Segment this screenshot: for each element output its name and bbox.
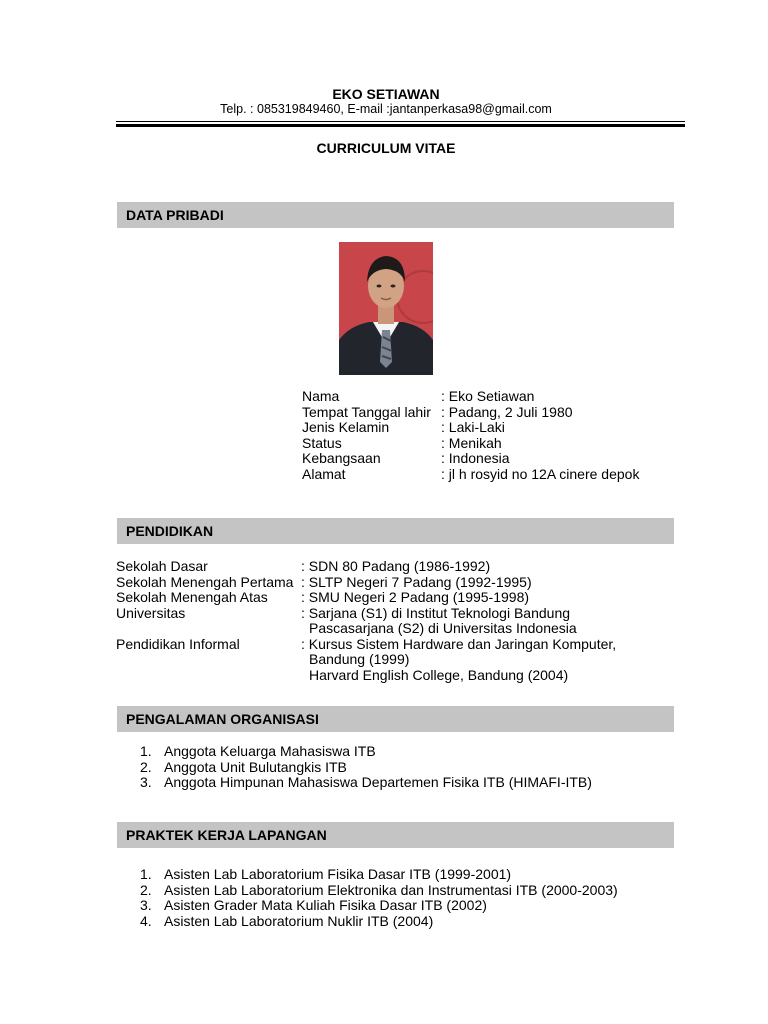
personal-field-value: : Laki-Laki [441, 419, 505, 435]
list-item-text: Anggota Keluarga Mahasiswa ITB [164, 743, 376, 759]
personal-field-label: Tempat Tanggal lahir [302, 403, 431, 420]
personal-field-value: : Eko Setiawan [441, 388, 535, 404]
personal-field-label: Jenis Kelamin [302, 419, 390, 435]
list-item-text: Anggota Himpunan Mahasiswa Departemen Fisika ITB (HIMAFI-ITB) [164, 774, 592, 790]
education-value: : SMU Negeri 2 Padang (1995-1998) [301, 589, 530, 605]
personal-field-value: : Padang, 2 Juli 1980 [441, 403, 573, 420]
field-work-list [140, 867, 618, 929]
cv-owner-name: EKO SETIAWAN [332, 86, 440, 102]
personal-field-label: Status [302, 434, 342, 451]
list-number: 1. [140, 743, 152, 759]
list-number: 3. [140, 774, 152, 790]
organization-list-item [140, 744, 592, 760]
list-item-text: Asisten Lab Laboratorium Elektronika dan Instrumentasi ITB (2000-2003) [164, 881, 618, 898]
list-number: 3. [140, 897, 152, 913]
section-heading-pengalaman-organisasi: PENGALAMAN ORGANISASI [117, 706, 674, 732]
section-heading-praktek-kerja-lapangan: PRAKTEK KERJA LAPANGAN [117, 822, 674, 848]
profile-photo [339, 242, 433, 375]
education-value: : SDN 80 Padang (1986-1992) [301, 558, 491, 574]
list-number: 4. [140, 912, 152, 929]
header-divider-thin [116, 121, 685, 122]
education-label: Sekolah Dasar [116, 558, 208, 574]
education-value: : Sarjana (S1) di Institut Teknologi Bandung [301, 604, 571, 621]
personal-field-label: Nama [302, 388, 340, 404]
organization-list-item [140, 775, 592, 791]
organization-experience-list [140, 744, 592, 791]
field-work-list-item [140, 867, 618, 883]
field-work-list-item [140, 883, 618, 899]
field-work-list-item [140, 914, 618, 930]
field-work-list-item [140, 898, 618, 914]
education-value: : Kursus Sistem Hardware dan Jaringan Komputer, [301, 635, 617, 652]
list-item-text: Anggota Unit Bulutangkis ITB [164, 758, 347, 775]
organization-list-item [140, 760, 592, 776]
contact-info: Telp. : 085319849460, E-mail :jantanperkasa98@gmail.com [220, 102, 552, 116]
education-label: Sekolah Menengah Pertama [116, 573, 294, 590]
section-heading-pendidikan: PENDIDIKAN [117, 518, 674, 544]
list-number: 1. [140, 866, 152, 882]
education-value: Harvard English College, Bandung (2004) [309, 666, 569, 683]
document-title: CURRICULUM VITAE [316, 140, 456, 156]
personal-field-label: Alamat [302, 465, 346, 482]
header-divider-thick [116, 124, 685, 127]
education-label: Universitas [116, 604, 186, 621]
personal-field-value: : jl h rosyid no 12A cinere depok [441, 465, 640, 482]
person-portrait-icon [339, 242, 433, 375]
list-item-text: Asisten Lab Laboratorium Nuklir ITB (2004) [164, 912, 434, 929]
personal-field-label: Kebangsaan [302, 450, 381, 466]
education-value: Pascasarjana (S2) di Universitas Indonesia [309, 620, 577, 636]
section-heading-data-pribadi: DATA PRIBADI [117, 202, 674, 228]
education-label: Sekolah Menengah Atas [116, 589, 268, 605]
list-number: 2. [140, 758, 152, 775]
list-item-text: Asisten Grader Mata Kuliah Fisika Dasar ITB (2002) [164, 897, 487, 913]
list-number: 2. [140, 881, 152, 898]
personal-field-value: : Indonesia [441, 450, 510, 466]
list-item-text: Asisten Lab Laboratorium Fisika Dasar ITB (1999-2001) [164, 866, 512, 882]
education-value: Bandung (1999) [309, 651, 410, 667]
education-value: : SLTP Negeri 7 Padang (1992-1995) [301, 573, 532, 590]
personal-field-value: : Menikah [441, 434, 502, 451]
education-label: Pendidikan Informal [116, 635, 240, 652]
